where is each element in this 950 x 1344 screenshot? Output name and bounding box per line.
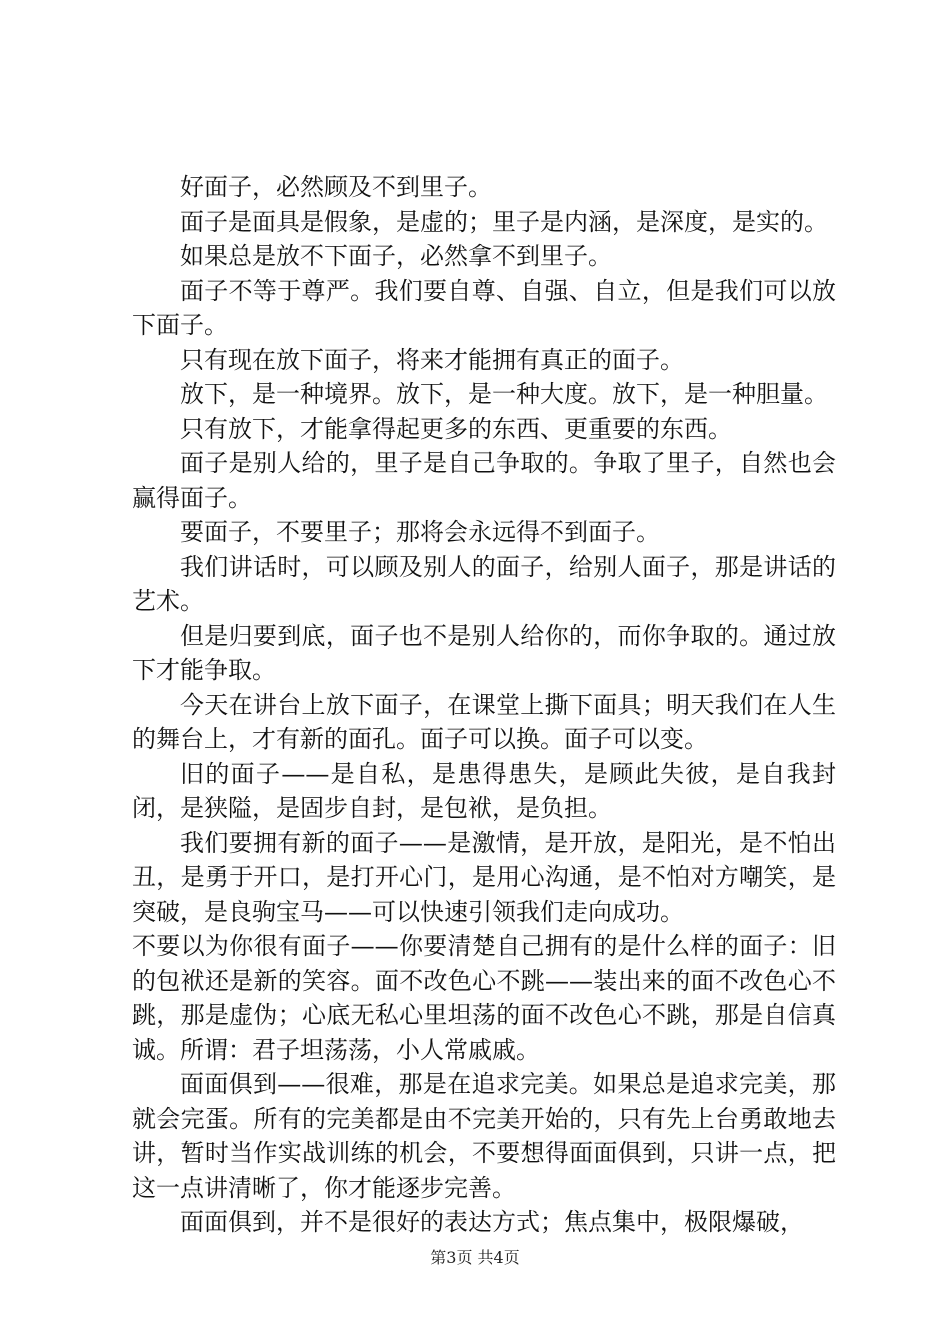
paragraph: 如果总是放不下面子，必然拿不到里子。 [180,242,612,270]
paragraph: 面面俱到——很难，那是在追求完美。如果总是追求完美，那就会完蛋。所有的完美都是由不完美开始的，只有先上台勇敢地去讲，暂时当作实战训练的机会，不要想得面面俱到，只讲一点，把这一点讲清晰了，你才能逐步完善。 [132,1070,836,1202]
paragraph: 不要以为你很有面子——你要清楚自己拥有的是什么样的面子：旧的包袱还是新的笑容。面不改色心不跳——装出来的面不改色心不跳，那是虚伪；心底无私心里坦荡的面不改色心不跳，那是自信真诚。所谓：君子坦荡荡，小人常戚戚。 [132,932,836,1064]
paragraph: 我们要拥有新的面子——是激情，是开放，是阳光，是不怕出丑，是勇于开口，是打开心门，是用心沟通，是不怕对方嘲笑，是突破，是良驹宝马——可以快速引领我们走向成功。 [132,828,836,926]
paragraph: 面面俱到，并不是很好的表达方式；焦点集中，极限爆破， [180,1208,804,1236]
paragraph: 要面子，不要里子；那将会永远得不到面子。 [180,518,660,546]
document-body [132,170,836,1240]
page-footer: 第3页 共4页 [430,1248,520,1267]
paragraph: 只有现在放下面子，将来才能拥有真正的面子。 [180,345,684,374]
paragraph: 旧的面子——是自私，是患得患失，是顾此失彼，是自我封闭，是狭隘，是固步自封，是包袱，是负担。 [132,759,836,822]
paragraph: 面子不等于尊严。我们要自尊、自强、自立，但是我们可以放下面子。 [132,276,836,339]
paragraph: 面子是面具是假象，是虚的；里子是内涵，是深度，是实的。 [180,207,828,236]
paragraph: 我们讲话时，可以顾及别人的面子，给别人面子，那是讲话的艺术。 [132,552,836,615]
paragraph: 但是归要到底，面子也不是别人给你的，而你争取的。通过放下才能争取。 [132,621,836,684]
paragraph: 放下，是一种境界。放下，是一种大度。放下，是一种胆量。 [180,380,828,408]
paragraph: 面子是别人给的，里子是自己争取的。争取了里子，自然也会赢得面子。 [132,449,836,512]
paragraph: 今天在讲台上放下面子，在课堂上撕下面具；明天我们在人生的舞台上，才有新的面孔。面子可以换。面子可以变。 [132,690,836,753]
paragraph: 只有放下，才能拿得起更多的东西、更重要的东西。 [180,414,732,443]
paragraph: 好面子，必然顾及不到里子。 [180,173,492,201]
